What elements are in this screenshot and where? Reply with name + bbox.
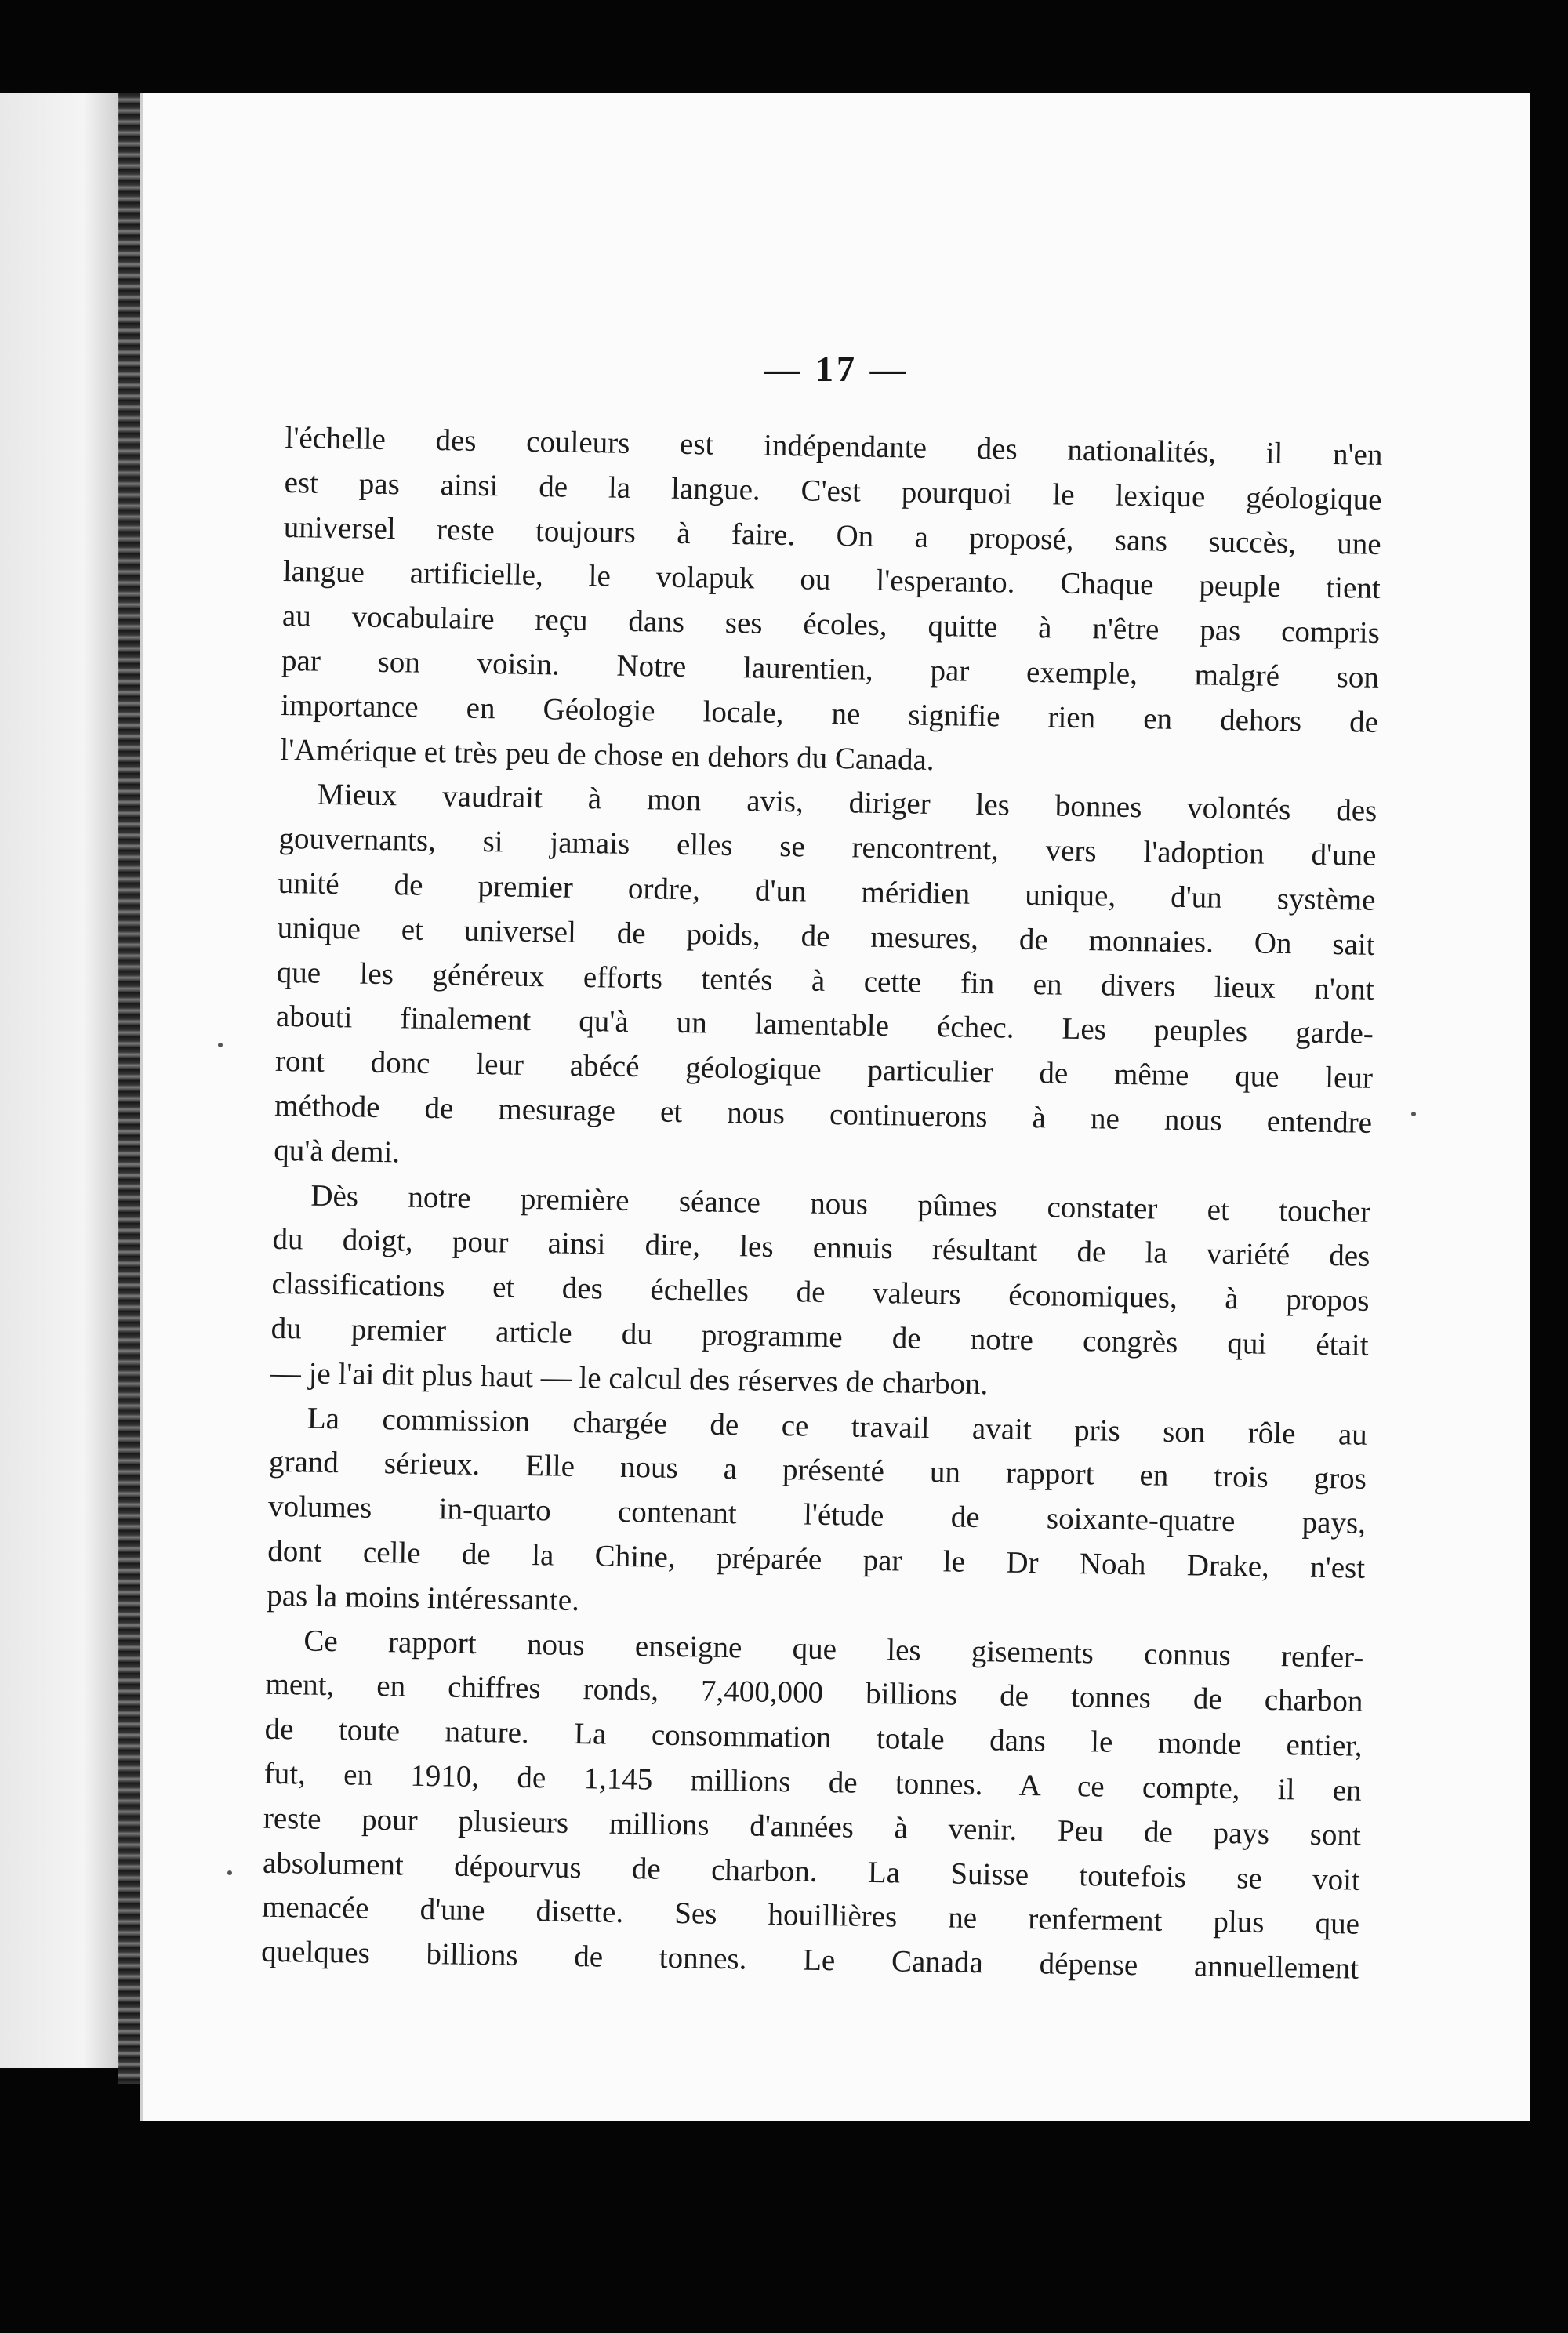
text-line: Dès notre première séance nous pûmes constater et toucher bbox=[310, 1178, 1371, 1229]
text-line: classifications et des échelles de valeurs économiques, à propos bbox=[271, 1267, 1370, 1318]
speck-mark bbox=[227, 1870, 232, 1875]
text-line: ront donc leur abécé géologique particulier de même que leur bbox=[274, 1044, 1374, 1096]
text-line: unique et universel de poids, de mesures, de monnaies. On sait bbox=[277, 910, 1375, 962]
text-line: menacée d'une disette. Ses houillières ne renferment plus que bbox=[261, 1890, 1360, 1942]
text-line: fut, en 1910, de 1,145 millions de tonnes. A ce compte, il en bbox=[263, 1756, 1362, 1808]
text-line: pas la moins intéressante. bbox=[267, 1578, 580, 1617]
text-line: est pas ainsi de la langue. C'est pourquoi le lexique géologique bbox=[284, 465, 1382, 517]
speck-mark bbox=[1411, 1112, 1416, 1116]
body-text bbox=[261, 416, 1383, 1992]
text-line: méthode de mesurage et nous continuerons à ne nous entendre bbox=[274, 1088, 1373, 1140]
text-line: ment, en chiffres ronds, 7,400,000 billions de tonnes de charbon bbox=[265, 1667, 1363, 1719]
text-line: du premier article du programme de notre congrès qui était bbox=[270, 1311, 1369, 1362]
text-line: au vocabulaire reçu dans ses écoles, quitte à n'être pas compris bbox=[281, 599, 1381, 651]
text-line: l'échelle des couleurs est indépendante des nationalités, il n'en bbox=[285, 420, 1383, 472]
text-line: du doigt, pour ainsi dire, les ennuis résultant de la variété des bbox=[272, 1222, 1370, 1274]
text-line: quelques billions de tonnes. Le Canada dépense annuellement bbox=[260, 1934, 1359, 1986]
text-line: abouti finalement qu'à un lamentable échec. Les peuples garde- bbox=[275, 1000, 1374, 1051]
text-line: Ce rapport nous enseigne que les gisements connus renfer- bbox=[303, 1624, 1364, 1674]
text-line: grand sérieux. Elle nous a présenté un rapport en trois gros bbox=[268, 1445, 1367, 1497]
text-line: volumes in-quarto contenant l'étude de soixante-quatre pays, bbox=[267, 1489, 1367, 1540]
text-line: La commission chargée de ce travail avait pris son rôle au bbox=[307, 1401, 1368, 1452]
text-line: l'Amérique et très peu de chose en dehors du Canada. bbox=[279, 732, 935, 777]
text-line: Mieux vaudrait à mon avis, diriger les bonnes volontés des bbox=[317, 778, 1377, 829]
text-line: dont celle de la Chine, préparée par le Dr Noah Drake, n'est bbox=[267, 1533, 1366, 1585]
speck-mark bbox=[218, 1043, 223, 1047]
text-line: unité de premier ordre, d'un méridien unique, d'un système bbox=[278, 865, 1376, 917]
text-line: de toute nature. La consommation totale dans le monde entier, bbox=[264, 1711, 1363, 1763]
text-line: gouvernants, si jamais elles se rencontrent, vers l'adoption d'une bbox=[278, 822, 1377, 873]
text-line: importance en Géologie locale, ne signifie rien en dehors de bbox=[280, 688, 1379, 739]
text-line: qu'à demi. bbox=[273, 1133, 401, 1170]
text-line: langue artificielle, le volapuk ou l'esperanto. Chaque peuple tient bbox=[282, 554, 1381, 606]
book-page bbox=[140, 93, 1530, 2121]
facing-page-edge bbox=[0, 93, 119, 2068]
text-line: que les généreux efforts tentés à cette fin en divers lieux n'ont bbox=[276, 955, 1375, 1007]
text-line: absolument dépourvus de charbon. La Suisse toutefois se voit bbox=[262, 1845, 1361, 1897]
text-line: par son voisin. Notre laurentien, par exemple, malgré son bbox=[281, 643, 1380, 695]
text-line: universel reste toujours à faire. On a proposé, sans succès, une bbox=[283, 510, 1381, 561]
text-line: reste pour plusieurs millions d'années à venir. Peu de pays sont bbox=[263, 1801, 1362, 1852]
page-number: — 17 — bbox=[764, 349, 909, 389]
text-line: — je l'ai dit plus haut — le calcul des réserves de charbon. bbox=[270, 1355, 989, 1401]
